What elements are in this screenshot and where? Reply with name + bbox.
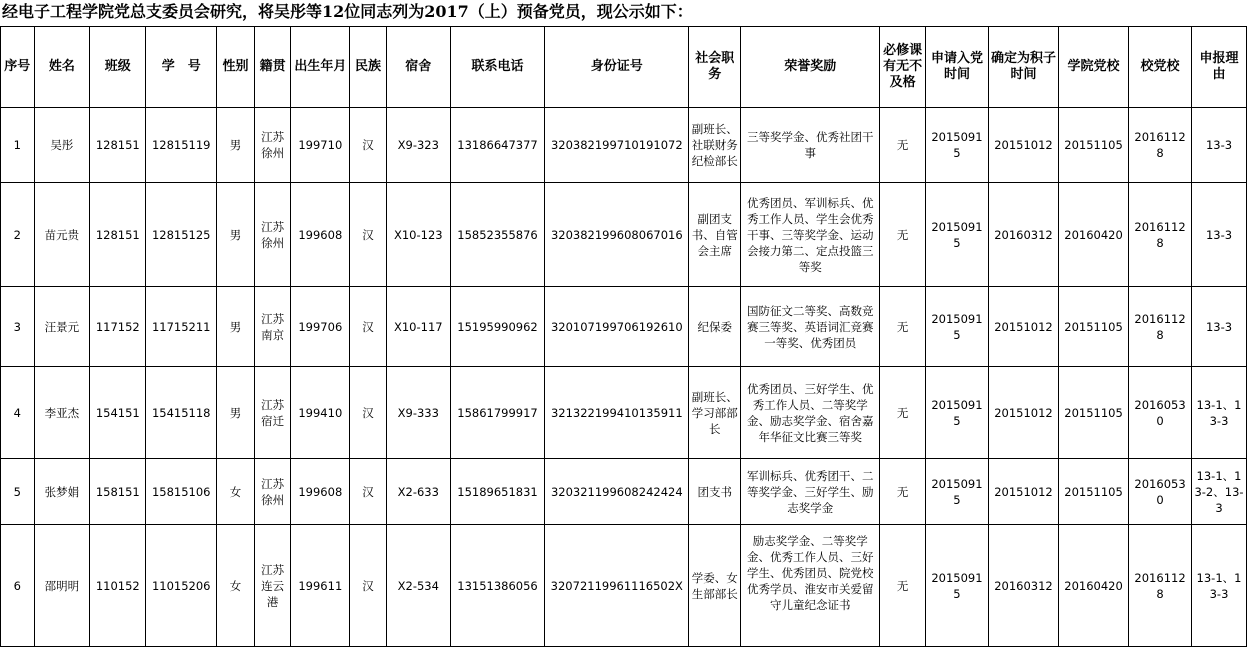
- cell-seq: 3: [1, 287, 35, 367]
- cell-student-id: 11715211: [146, 287, 217, 367]
- table-row: [1, 525, 1247, 647]
- cell-ethnicity: 汉: [350, 108, 387, 183]
- cell-social-role: 团支书: [689, 459, 741, 525]
- cell-apply-date: 20150915: [925, 525, 988, 647]
- cell-social-role: 副班长、学习部部长: [689, 367, 741, 459]
- cell-student-id: 12815125: [146, 183, 217, 287]
- cell-origin: 江苏徐州: [254, 459, 291, 525]
- cell-ethnicity: 汉: [350, 183, 387, 287]
- cell-origin: 江苏徐州: [254, 183, 291, 287]
- cell-origin: 江苏徐州: [254, 108, 291, 183]
- header-class: 班级: [90, 27, 146, 108]
- cell-birth: 199710: [291, 108, 350, 183]
- cell-reason: 13-1、13-3: [1192, 525, 1247, 647]
- cell-college-school: 20151105: [1059, 287, 1129, 367]
- cell-class: 117152: [90, 287, 146, 367]
- cell-university-school: 20160530: [1129, 367, 1192, 459]
- cell-student-id: 12815119: [146, 108, 217, 183]
- cell-class: 128151: [90, 108, 146, 183]
- cell-apply-date: 20150915: [925, 108, 988, 183]
- cell-apply-date: 20150915: [925, 287, 988, 367]
- cell-seq: 1: [1, 108, 35, 183]
- cell-ethnicity: 汉: [350, 525, 387, 647]
- header-student-id: 学 号: [146, 27, 217, 108]
- cell-origin: 江苏宿迁: [254, 367, 291, 459]
- cell-activist-date: 20160312: [988, 183, 1058, 287]
- cell-apply-date: 20150915: [925, 367, 988, 459]
- cell-id-card: 320321199608242424: [545, 459, 689, 525]
- cell-seq: 2: [1, 183, 35, 287]
- cell-college-school: 20151105: [1059, 367, 1129, 459]
- cell-college-school: 20151105: [1059, 108, 1129, 183]
- table-row: [1, 367, 1247, 459]
- cell-honors: 励志奖学金、二等奖学金、优秀工作人员、三好学生、优秀团员、院党校优秀学员、淮安市关爱留守儿童纪念证书: [741, 525, 880, 647]
- header-gender: 性别: [217, 27, 255, 108]
- cell-name: 吴彤: [34, 108, 90, 183]
- cell-name: 张梦娟: [34, 459, 90, 525]
- cell-dorm: X10-117: [386, 287, 450, 367]
- cell-reason: 13-3: [1192, 108, 1247, 183]
- cell-gender: 男: [217, 183, 255, 287]
- cell-university-school: 20161128: [1129, 287, 1192, 367]
- cell-reason: 13-3: [1192, 287, 1247, 367]
- cell-birth: 199706: [291, 287, 350, 367]
- notice-title: 经电子工程学院党总支委员会研究，将吴彤等12位同志列为2017（上）预备党员，现公示如下：: [2, 2, 693, 21]
- candidate-table: [0, 26, 1247, 647]
- cell-university-school: 20160530: [1129, 459, 1192, 525]
- header-phone: 联系电话: [450, 27, 544, 108]
- cell-gender: 男: [217, 108, 255, 183]
- cell-id-card: 320107199706192610: [545, 287, 689, 367]
- cell-university-school: 20161128: [1129, 525, 1192, 647]
- header-activist-date: 确定为积子时间: [988, 27, 1058, 108]
- cell-phone: 15861799917: [450, 367, 544, 459]
- cell-name: 汪景元: [34, 287, 90, 367]
- cell-student-id: 15815106: [146, 459, 217, 525]
- cell-phone: 13186647377: [450, 108, 544, 183]
- cell-id-card: 320382199608067016: [545, 183, 689, 287]
- cell-birth: 199410: [291, 367, 350, 459]
- header-honors: 荣誉奖励: [741, 27, 880, 108]
- cell-social-role: 学委、女生部部长: [689, 525, 741, 647]
- table-row: [1, 183, 1247, 287]
- header-origin: 籍贯: [254, 27, 291, 108]
- cell-activist-date: 20151012: [988, 459, 1058, 525]
- header-college-school: 学院党校: [1059, 27, 1129, 108]
- cell-birth: 199611: [291, 525, 350, 647]
- cell-college-school: 20151105: [1059, 459, 1129, 525]
- cell-reason: 13-1、13-3: [1192, 367, 1247, 459]
- cell-university-school: 20161128: [1129, 108, 1192, 183]
- cell-social-role: 副班长、社联财务纪检部长: [689, 108, 741, 183]
- header-required-course: 必修课有无不及格: [880, 27, 926, 108]
- cell-honors: 国防征文二等奖、高数竞赛三等奖、英语词汇竞赛一等奖、优秀团员: [741, 287, 880, 367]
- cell-required-course: 无: [880, 367, 926, 459]
- cell-phone: 15852355876: [450, 183, 544, 287]
- cell-honors: 三等奖学金、优秀社团干事: [741, 108, 880, 183]
- cell-activist-date: 20151012: [988, 367, 1058, 459]
- cell-birth: 199608: [291, 459, 350, 525]
- cell-apply-date: 20150915: [925, 183, 988, 287]
- table-row: [1, 287, 1247, 367]
- cell-id-card: 32072119961116502X: [545, 525, 689, 647]
- cell-honors: 优秀团员、军训标兵、优秀工作人员、学生会优秀干事、三等奖学金、运动会接力第二、定点投篮三等奖: [741, 183, 880, 287]
- header-row: [1, 27, 1247, 108]
- cell-reason: 13-1、13-2、13-3: [1192, 459, 1247, 525]
- cell-dorm: X9-323: [386, 108, 450, 183]
- cell-origin: 江苏连云港: [254, 525, 291, 647]
- cell-dorm: X2-534: [386, 525, 450, 647]
- cell-gender: 女: [217, 459, 255, 525]
- table-row: [1, 459, 1247, 525]
- cell-student-id: 15415118: [146, 367, 217, 459]
- header-name: 姓名: [34, 27, 90, 108]
- header-social-role: 社会职务: [689, 27, 741, 108]
- cell-ethnicity: 汉: [350, 459, 387, 525]
- header-ethnicity: 民族: [350, 27, 387, 108]
- cell-birth: 199608: [291, 183, 350, 287]
- cell-required-course: 无: [880, 183, 926, 287]
- cell-college-school: 20160420: [1059, 525, 1129, 647]
- cell-phone: 15189651831: [450, 459, 544, 525]
- cell-college-school: 20160420: [1059, 183, 1129, 287]
- cell-university-school: 20161128: [1129, 183, 1192, 287]
- cell-honors: 优秀团员、三好学生、优秀工作人员、二等奖学金、励志奖学金、宿舍嘉年华征文比赛三等奖: [741, 367, 880, 459]
- cell-name: 苗元贵: [34, 183, 90, 287]
- header-id-card: 身份证号: [545, 27, 689, 108]
- cell-gender: 男: [217, 367, 255, 459]
- header-apply-date: 申请入党时间: [925, 27, 988, 108]
- cell-activist-date: 20151012: [988, 108, 1058, 183]
- cell-class: 154151: [90, 367, 146, 459]
- cell-class: 158151: [90, 459, 146, 525]
- table-row: [1, 108, 1247, 183]
- cell-class: 110152: [90, 525, 146, 647]
- cell-ethnicity: 汉: [350, 287, 387, 367]
- cell-activist-date: 20160312: [988, 525, 1058, 647]
- header-university-school: 校党校: [1129, 27, 1192, 108]
- cell-seq: 4: [1, 367, 35, 459]
- cell-gender: 男: [217, 287, 255, 367]
- cell-required-course: 无: [880, 459, 926, 525]
- cell-class: 128151: [90, 183, 146, 287]
- cell-social-role: 副团支书、自管会主席: [689, 183, 741, 287]
- cell-seq: 6: [1, 525, 35, 647]
- cell-student-id: 11015206: [146, 525, 217, 647]
- cell-social-role: 纪保委: [689, 287, 741, 367]
- cell-required-course: 无: [880, 287, 926, 367]
- header-birth: 出生年月: [291, 27, 350, 108]
- cell-dorm: X9-333: [386, 367, 450, 459]
- cell-origin: 江苏南京: [254, 287, 291, 367]
- header-reason: 申报理由: [1192, 27, 1247, 108]
- cell-id-card: 321322199410135911: [545, 367, 689, 459]
- cell-required-course: 无: [880, 108, 926, 183]
- cell-honors: 军训标兵、优秀团干、二等奖学金、三好学生、励志奖学金: [741, 459, 880, 525]
- cell-name: 李亚杰: [34, 367, 90, 459]
- cell-dorm: X10-123: [386, 183, 450, 287]
- cell-ethnicity: 汉: [350, 367, 387, 459]
- cell-activist-date: 20151012: [988, 287, 1058, 367]
- cell-seq: 5: [1, 459, 35, 525]
- header-dorm: 宿舍: [386, 27, 450, 108]
- cell-gender: 女: [217, 525, 255, 647]
- cell-phone: 15195990962: [450, 287, 544, 367]
- header-seq: 序号: [1, 27, 35, 108]
- cell-name: 邵明明: [34, 525, 90, 647]
- cell-required-course: 无: [880, 525, 926, 647]
- cell-phone: 13151386056: [450, 525, 544, 647]
- cell-id-card: 320382199710191072: [545, 108, 689, 183]
- cell-reason: 13-3: [1192, 183, 1247, 287]
- cell-dorm: X2-633: [386, 459, 450, 525]
- cell-apply-date: 20150915: [925, 459, 988, 525]
